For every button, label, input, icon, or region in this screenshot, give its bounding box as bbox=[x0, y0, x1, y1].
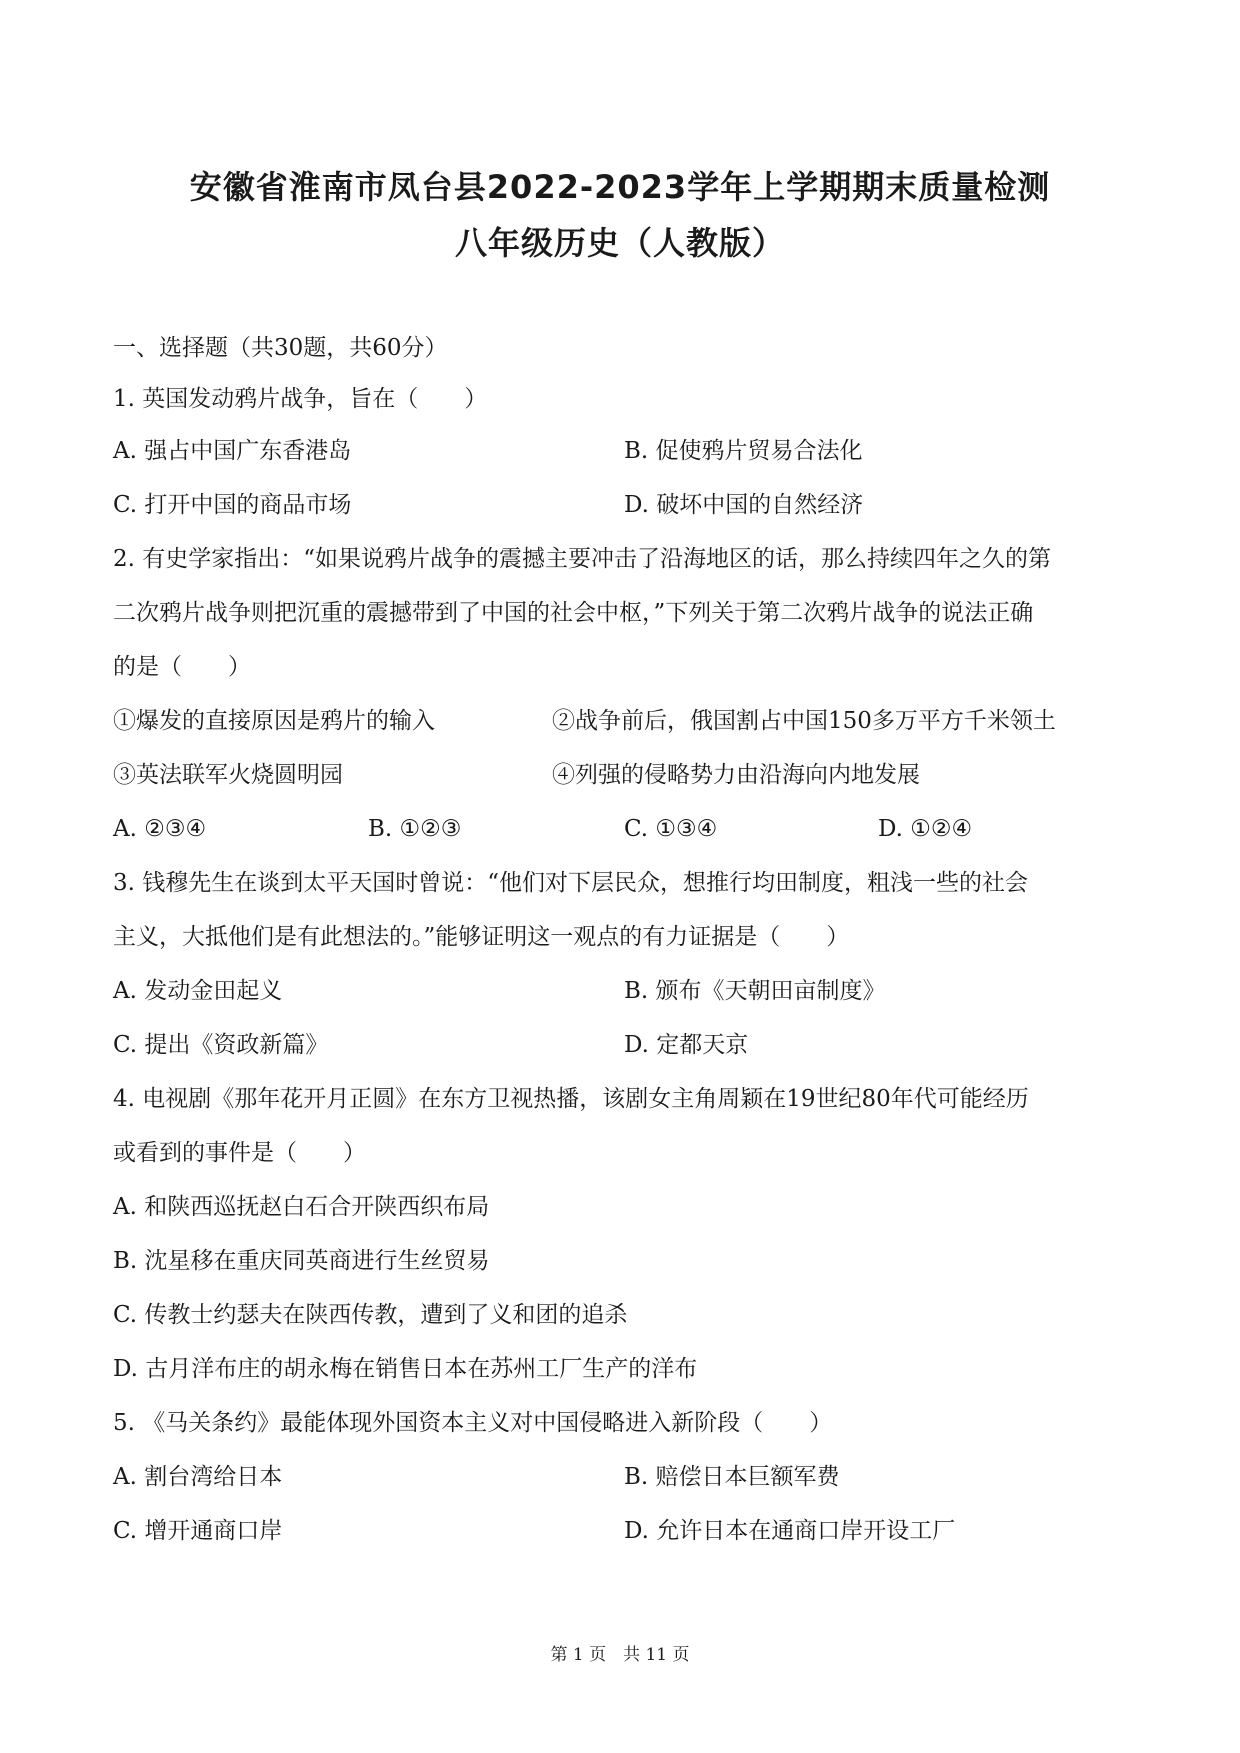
exam-subtitle: 八年级历史（人教版） bbox=[454, 224, 785, 262]
q3-option-a: A. 发动金田起义 bbox=[113, 978, 283, 1004]
question-3-line-1: 3. 钱穆先生在谈到太平天国时曾说：“他们对下层民众，想推行均田制度，粗浅一些的社会 bbox=[113, 870, 1029, 896]
page-footer: 第 1 页 共 11 页 bbox=[550, 1645, 690, 1665]
question-4-line-2: 或看到的事件是（ ） bbox=[113, 1140, 366, 1166]
q3-option-d: D. 定都天京 bbox=[624, 1032, 749, 1058]
question-1-text: 1. 英国发动鸦片战争，旨在（ ） bbox=[113, 386, 488, 412]
q2-statement-4: ④列强的侵略势力由沿海向内地发展 bbox=[552, 762, 920, 788]
q1-option-b: B. 促使鸦片贸易合法化 bbox=[624, 438, 863, 464]
question-5-text: 5. 《马关条约》最能体现外国资本主义对中国侵略进入新阶段（ ） bbox=[113, 1410, 833, 1436]
question-2-line-1: 2. 有史学家指出：“如果说鸦片战争的震撼主要冲击了沿海地区的话，那么持续四年之久的第 bbox=[113, 546, 1052, 572]
q2-option-b: B. ①②③ bbox=[368, 816, 462, 842]
section-heading: 一、选择题（共30题，共60分） bbox=[113, 335, 448, 361]
q1-option-d: D. 破坏中国的自然经济 bbox=[624, 492, 864, 518]
q2-statement-3: ③英法联军火烧圆明园 bbox=[113, 762, 343, 788]
q4-option-c: C. 传教士约瑟夫在陕西传教，遭到了义和团的追杀 bbox=[113, 1302, 628, 1328]
q3-option-c: C. 提出《资政新篇》 bbox=[113, 1032, 329, 1058]
question-4-line-1: 4. 电视剧《那年花开月正圆》在东方卫视热播，该剧女主角周颖在19世纪80年代可能经历 bbox=[113, 1086, 1029, 1112]
q2-statement-2: ②战争前后，俄国割占中国150多万平方千米领土 bbox=[552, 708, 1056, 734]
q3-option-b: B. 颁布《天朝田亩制度》 bbox=[624, 978, 886, 1004]
q2-option-d: D. ①②④ bbox=[878, 816, 973, 842]
exam-title: 安徽省淮南市凤台县2022-2023学年上学期期末质量检测 bbox=[189, 168, 1051, 206]
q2-option-a: A. ②③④ bbox=[113, 816, 207, 842]
q2-option-c: C. ①③④ bbox=[624, 816, 718, 842]
q5-option-d: D. 允许日本在通商口岸开设工厂 bbox=[624, 1518, 956, 1544]
q2-statement-1: ①爆发的直接原因是鸦片的输入 bbox=[113, 708, 435, 734]
question-2-line-3: 的是（ ） bbox=[113, 654, 251, 680]
q5-option-c: C. 增开通商口岸 bbox=[113, 1518, 283, 1544]
q5-option-a: A. 割台湾给日本 bbox=[113, 1464, 283, 1490]
question-2-line-2: 二次鸦片战争则把沉重的震撼带到了中国的社会中枢，”下列关于第二次鸦片战争的说法正确 bbox=[113, 600, 1034, 626]
q4-option-b: B. 沈星移在重庆同英商进行生丝贸易 bbox=[113, 1248, 490, 1274]
q5-option-b: B. 赔偿日本巨额军费 bbox=[624, 1464, 840, 1490]
q1-option-c: C. 打开中国的商品市场 bbox=[113, 492, 352, 518]
q1-option-a: A. 强占中国广东香港岛 bbox=[113, 438, 352, 464]
question-3-line-2: 主义，大抵他们是有此想法的。”能够证明这一观点的有力证据是（ ） bbox=[113, 924, 850, 950]
q4-option-a: A. 和陕西巡抚赵白石合开陕西织布局 bbox=[113, 1194, 490, 1220]
q4-option-d: D. 古月洋布庄的胡永梅在销售日本在苏州工厂生产的洋布 bbox=[113, 1356, 698, 1382]
